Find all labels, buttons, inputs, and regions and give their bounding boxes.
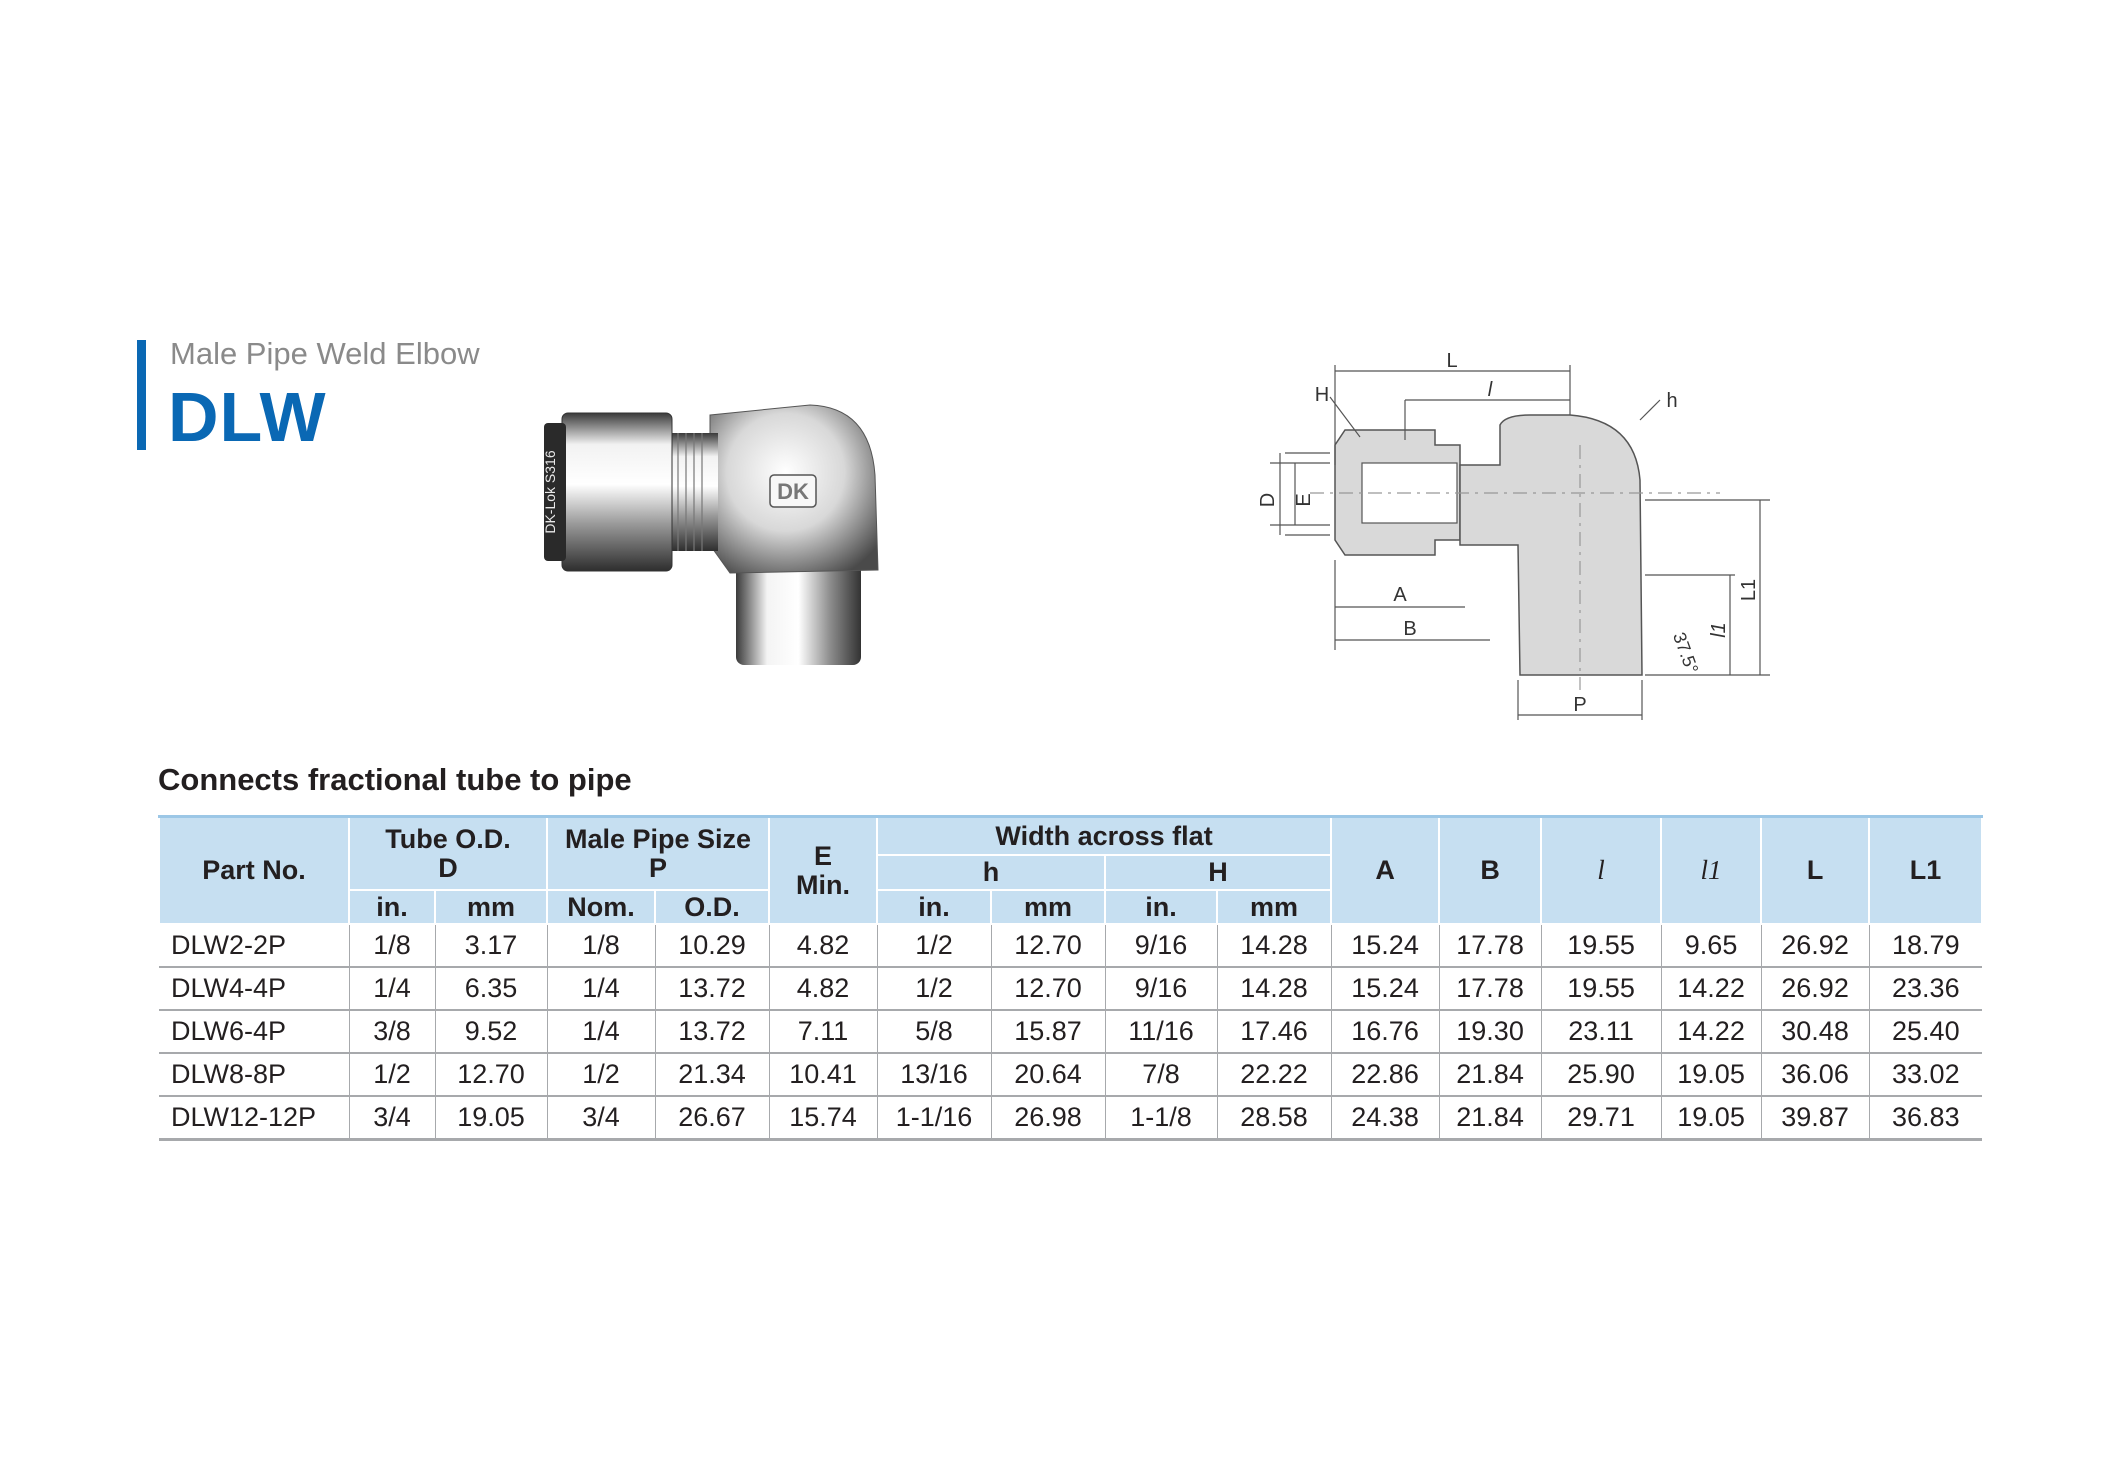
section-title: Connects fractional tube to pipe bbox=[158, 762, 632, 797]
table-cell: 19.05 bbox=[435, 1096, 547, 1140]
table-cell: 3/4 bbox=[547, 1096, 655, 1140]
cell-part-no: DLW12-12P bbox=[159, 1096, 349, 1140]
table-cell: 17.46 bbox=[1217, 1010, 1331, 1053]
table-row bbox=[159, 924, 1982, 967]
pipe-end bbox=[736, 560, 861, 665]
product-photo bbox=[540, 395, 900, 675]
table-cell: 21.34 bbox=[655, 1053, 769, 1096]
table-cell: 23.11 bbox=[1541, 1010, 1661, 1053]
table-row bbox=[159, 967, 1982, 1010]
product-model: DLW bbox=[168, 378, 327, 456]
table-cell: 33.02 bbox=[1869, 1053, 1982, 1096]
table-cell: 1/4 bbox=[547, 1010, 655, 1053]
table-cell: 15.24 bbox=[1331, 924, 1439, 967]
table-cell: 13.72 bbox=[655, 967, 769, 1010]
table-cell: 24.38 bbox=[1331, 1096, 1439, 1140]
dim-label-B: B bbox=[1403, 618, 1417, 640]
table-cell: 4.82 bbox=[769, 924, 877, 967]
dim-label-l: l bbox=[1487, 379, 1493, 401]
table-cell: 7/8 bbox=[1105, 1053, 1217, 1096]
header-pipe-nom: Nom. bbox=[547, 890, 655, 924]
dim-label-E: E bbox=[1293, 493, 1315, 507]
table-cell: 23.36 bbox=[1869, 967, 1982, 1010]
svg-text:DK: DK bbox=[777, 479, 809, 504]
table-cell: 13/16 bbox=[877, 1053, 991, 1096]
header-pipe-od: O.D. bbox=[655, 890, 769, 924]
header-L: L bbox=[1761, 817, 1869, 925]
table-cell: 18.79 bbox=[1869, 924, 1982, 967]
table-cell: 25.40 bbox=[1869, 1010, 1982, 1053]
header-h-large-in: in. bbox=[1105, 890, 1217, 924]
table-row bbox=[159, 1096, 1982, 1140]
table-cell: 10.29 bbox=[655, 924, 769, 967]
table-cell: 19.05 bbox=[1661, 1053, 1761, 1096]
table-cell: 17.78 bbox=[1439, 967, 1541, 1010]
cell-part-no: DLW4-4P bbox=[159, 967, 349, 1010]
cell-part-no: DLW6-4P bbox=[159, 1010, 349, 1053]
table-cell: 36.06 bbox=[1761, 1053, 1869, 1096]
table-cell: 1/8 bbox=[547, 924, 655, 967]
table-cell: 26.98 bbox=[991, 1096, 1105, 1140]
table-cell: 1-1/8 bbox=[1105, 1096, 1217, 1140]
table-cell: 14.28 bbox=[1217, 924, 1331, 967]
cell-part-no: DLW2-2P bbox=[159, 924, 349, 967]
table-cell: 25.90 bbox=[1541, 1053, 1661, 1096]
header-a: A bbox=[1331, 817, 1439, 925]
hex-nut bbox=[562, 413, 672, 571]
table-row bbox=[159, 1010, 1982, 1053]
table-cell: 1/4 bbox=[349, 967, 435, 1010]
table-cell: 5/8 bbox=[877, 1010, 991, 1053]
table-cell: 21.84 bbox=[1439, 1053, 1541, 1096]
table-cell: 13.72 bbox=[655, 1010, 769, 1053]
specification-table bbox=[158, 815, 1983, 1141]
table-cell: 26.67 bbox=[655, 1096, 769, 1140]
table-cell: 30.48 bbox=[1761, 1010, 1869, 1053]
dimension-drawing bbox=[1250, 345, 1790, 725]
table-row bbox=[159, 1053, 1982, 1096]
header-h-large-mm: mm bbox=[1217, 890, 1331, 924]
table-cell: 26.92 bbox=[1761, 967, 1869, 1010]
table-cell: 7.11 bbox=[769, 1010, 877, 1053]
header-part-no: Part No. bbox=[159, 817, 349, 925]
table-cell: 10.41 bbox=[769, 1053, 877, 1096]
table-cell: 17.78 bbox=[1439, 924, 1541, 967]
table-cell: 1/2 bbox=[877, 967, 991, 1010]
table-cell: 1/8 bbox=[349, 924, 435, 967]
header-tube-od: Tube O.D. D bbox=[349, 817, 547, 891]
header-h-small: h bbox=[877, 855, 1105, 890]
table-cell: 1/2 bbox=[349, 1053, 435, 1096]
header-tube-mm: mm bbox=[435, 890, 547, 924]
title-accent-bar bbox=[137, 340, 146, 450]
table-cell: 16.76 bbox=[1331, 1010, 1439, 1053]
dim-label-H: H bbox=[1314, 384, 1330, 406]
cell-part-no: DLW8-8P bbox=[159, 1053, 349, 1096]
table-cell: 36.83 bbox=[1869, 1096, 1982, 1140]
dim-label-L: L bbox=[1446, 350, 1458, 372]
product-subtitle: Male Pipe Weld Elbow bbox=[170, 336, 480, 371]
header-l1-small: l1 bbox=[1661, 817, 1761, 925]
table-cell: 19.55 bbox=[1541, 924, 1661, 967]
table-cell: 19.55 bbox=[1541, 967, 1661, 1010]
header-e-min: E Min. bbox=[769, 817, 877, 925]
table-cell: 21.84 bbox=[1439, 1096, 1541, 1140]
table-cell: 1/4 bbox=[547, 967, 655, 1010]
body-logo-icon bbox=[770, 475, 816, 507]
header-h-large: H bbox=[1105, 855, 1331, 890]
table-cell: 9/16 bbox=[1105, 967, 1217, 1010]
table-cell: 9/16 bbox=[1105, 924, 1217, 967]
table-cell: 39.87 bbox=[1761, 1096, 1869, 1140]
table-cell: 14.28 bbox=[1217, 967, 1331, 1010]
header-h-small-mm: mm bbox=[991, 890, 1105, 924]
dim-label-L1: L1 bbox=[1738, 578, 1760, 602]
table-cell: 20.64 bbox=[991, 1053, 1105, 1096]
dim-label-l1: l1 bbox=[1708, 622, 1730, 638]
table-cell: 12.70 bbox=[991, 967, 1105, 1010]
dim-label-P: P bbox=[1573, 694, 1587, 716]
header-l-small: l bbox=[1541, 817, 1661, 925]
table-cell: 3/8 bbox=[349, 1010, 435, 1053]
header-width-across-flat: Width across flat bbox=[877, 817, 1331, 856]
dim-label-A: A bbox=[1393, 584, 1407, 606]
table-cell: 12.70 bbox=[435, 1053, 547, 1096]
header-b: B bbox=[1439, 817, 1541, 925]
header-L1: L1 bbox=[1869, 817, 1982, 925]
table-cell: 12.70 bbox=[991, 924, 1105, 967]
table-cell: 29.71 bbox=[1541, 1096, 1661, 1140]
table-cell: 9.65 bbox=[1661, 924, 1761, 967]
table-cell: 28.58 bbox=[1217, 1096, 1331, 1140]
table-cell: 9.52 bbox=[435, 1010, 547, 1053]
table-cell: 1-1/16 bbox=[877, 1096, 991, 1140]
table-cell: 1/2 bbox=[877, 924, 991, 967]
header-male-pipe-size: Male Pipe Size P bbox=[547, 817, 769, 891]
table-cell: 26.92 bbox=[1761, 924, 1869, 967]
table-cell: 6.35 bbox=[435, 967, 547, 1010]
table-cell: 22.86 bbox=[1331, 1053, 1439, 1096]
fitting-section bbox=[1335, 415, 1642, 675]
dim-label-angle: 37.5° bbox=[1669, 629, 1703, 677]
table-cell: 3/4 bbox=[349, 1096, 435, 1140]
table-cell: 15.74 bbox=[769, 1096, 877, 1140]
dim-label-h: h bbox=[1666, 390, 1678, 412]
table-cell: 11/16 bbox=[1105, 1010, 1217, 1053]
header-h-small-in: in. bbox=[877, 890, 991, 924]
table-cell: 14.22 bbox=[1661, 967, 1761, 1010]
table-cell: 4.82 bbox=[769, 967, 877, 1010]
header-tube-in: in. bbox=[349, 890, 435, 924]
svg-text:DK-Lok S316: DK-Lok S316 bbox=[542, 450, 558, 534]
table-cell: 15.24 bbox=[1331, 967, 1439, 1010]
dim-label-D: D bbox=[1257, 492, 1279, 508]
table-cell: 22.22 bbox=[1217, 1053, 1331, 1096]
table-cell: 19.30 bbox=[1439, 1010, 1541, 1053]
table-cell: 3.17 bbox=[435, 924, 547, 967]
table-cell: 15.87 bbox=[991, 1010, 1105, 1053]
table-cell: 14.22 bbox=[1661, 1010, 1761, 1053]
table-cell: 19.05 bbox=[1661, 1096, 1761, 1140]
table-cell: 1/2 bbox=[547, 1053, 655, 1096]
